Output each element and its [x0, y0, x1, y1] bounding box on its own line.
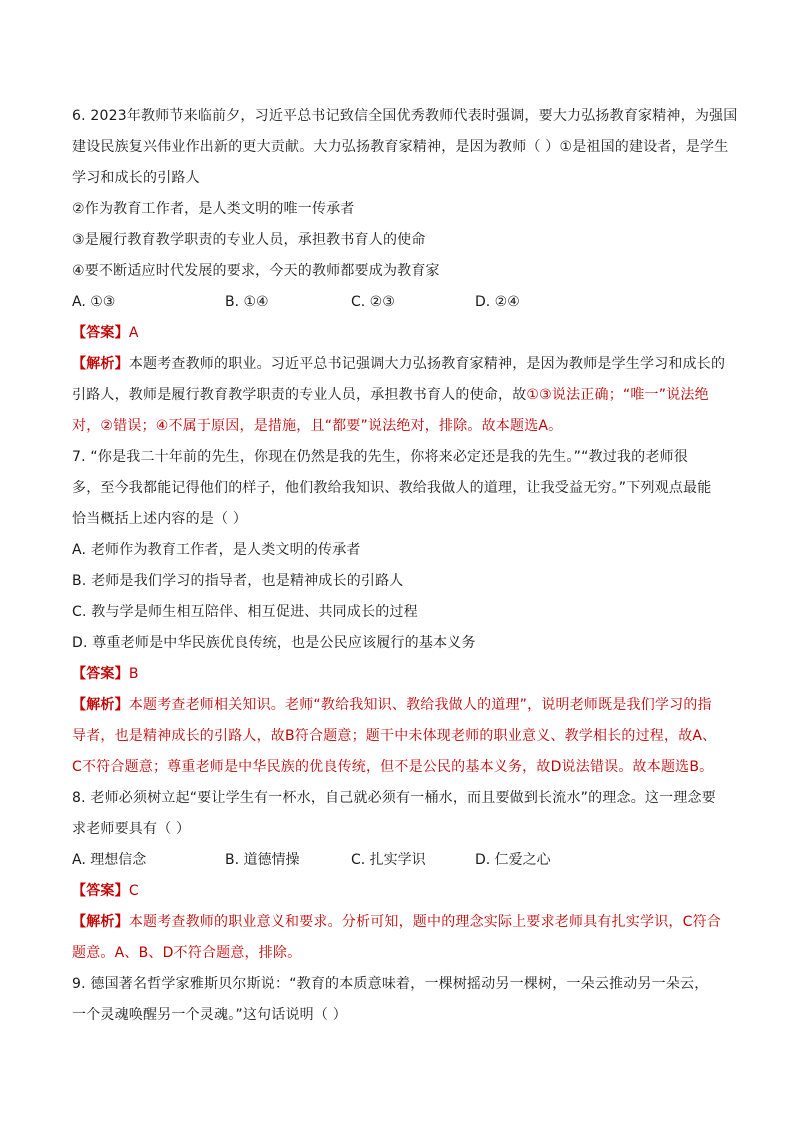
question-9	[72, 969, 722, 1031]
question-8-answer	[72, 876, 722, 907]
question-6-stem-line: 学习和成长的引路人	[72, 170, 200, 186]
question-6-statement-2: ②作为教育工作者，是人类文明的唯一传承者	[72, 201, 355, 217]
question-7-analysis-line: 导者，也是精神成长的引路人，故B符合题意；题干中未体现老师的职业意义、教学相长的过程，故A、	[72, 728, 717, 744]
question-7-stem-line: 7. “你是我二十年前的先生，你现在仍然是我的先生，你将来必定还是我的先生。”“教过我的老师很	[72, 449, 688, 465]
question-8-options	[72, 845, 722, 876]
answer-value: A	[128, 325, 139, 341]
option-d: D. 仁爱之心	[475, 852, 551, 868]
analysis-text: 本题考查教师的职业。习近平总书记强调大力弘扬教育家精神，是因为教师是学生学习和成长的	[128, 356, 726, 372]
answer-value: B	[128, 666, 139, 682]
analysis-label: 【解析】	[72, 356, 129, 372]
option-d: D. 尊重老师是中华民族优良传统，也是公民应该履行的基本义务	[72, 635, 476, 651]
analysis-label: 【解析】	[72, 914, 129, 930]
question-6-analysis-line: 对，②错误；④不属于原因，是措施，且“都要”说法绝对，排除。故本题选A。	[72, 418, 563, 434]
option-a: A. 老师作为教育工作者，是人类文明的传承者	[72, 542, 361, 558]
option-a: A. ①③	[72, 294, 116, 310]
option-c: C. ②③	[351, 294, 395, 310]
question-9-stem-line: 一个灵魂唤醒另一个灵魂。”这句话说明（ ）	[72, 1007, 347, 1023]
analysis-text: 本题考查老师相关知识。老师“教给我知识、教给我做人的道理”，说明老师既是我们学习的指	[128, 697, 712, 713]
question-6-options	[72, 287, 722, 318]
question-8-analysis-line: 题意。A、B、D不符合题意，排除。	[72, 945, 302, 961]
question-6-stem-line: 建设民族复兴伟业作出新的更大贡献。大力弘扬教育家精神，是因为教师（ ）①是祖国的建设者，是学生	[72, 139, 729, 155]
option-d: D. ②④	[475, 294, 520, 310]
question-7-analysis-line	[72, 690, 722, 721]
question-7-answer	[72, 659, 722, 690]
answer-label: 【答案】	[72, 666, 129, 682]
question-8	[72, 783, 722, 969]
question-6-analysis-line	[72, 380, 722, 411]
analysis-label: 【解析】	[72, 697, 129, 713]
question-7-stem-line: 多，至今我都能记得他们的样子，他们教给我知识、教给我做人的道理，让我受益无穷。”下列观点最能	[72, 480, 712, 496]
question-6-statement-4: ④要不断适应时代发展的要求，今天的教师都要成为教育家	[72, 263, 440, 279]
question-8-analysis-line	[72, 907, 722, 938]
question-9-stem-line: 9. 德国著名哲学家雅斯贝尔斯说：“教育的本质意味着，一棵树摇动另一棵树，一朵云推动另一朵云，	[72, 976, 709, 992]
option-a: A. 理想信念	[72, 852, 147, 868]
option-b: B. 老师是我们学习的指导者，也是精神成长的引路人	[72, 573, 404, 589]
analysis-text: 本题考查教师的职业意义和要求。分析可知，题中的理念实际上要求老师具有扎实学识，C符合	[128, 914, 721, 930]
question-8-stem-line: 求老师要具有（ ）	[72, 821, 191, 837]
question-6-statement-3: ③是履行教育教学职责的专业人员，承担教书育人的使命	[72, 232, 426, 248]
answer-label: 【答案】	[72, 325, 129, 341]
question-6	[72, 101, 738, 442]
option-c: C. 教与学是师生相互陪伴、相互促进、共同成长的过程	[72, 604, 418, 620]
question-6-analysis-line	[72, 349, 726, 380]
question-6-stem-line: 6. 2023年教师节来临前夕，习近平总书记致信全国优秀教师代表时强调，要大力弘扬教育家精神，为强国	[72, 108, 738, 124]
option-b: B. ①④	[225, 294, 269, 310]
question-7-stem-line: 恰当概括上述内容的是（ ）	[72, 511, 248, 527]
question-8-stem-line: 8. 老师必须树立起“要让学生有一杯水，自己就必须有一桶水，而且要做到长流水”的理念。这一理念要	[72, 790, 716, 806]
answer-label: 【答案】	[72, 883, 129, 899]
option-b: B. 道德情操	[225, 852, 300, 868]
answer-value: C	[128, 883, 139, 899]
question-6-answer	[72, 318, 722, 349]
document-page	[72, 101, 738, 1031]
question-7-analysis-line: C不符合题意；尊重老师是中华民族的优良传统，但不是公民的基本义务，故D说法错误。故本题选B。	[72, 759, 714, 775]
question-7	[72, 442, 722, 783]
analysis-text-highlight: ①③说法正确；“唯一”说法绝	[526, 387, 709, 403]
option-c: C. 扎实学识	[351, 852, 426, 868]
analysis-text: 引路人，教师是履行教育教学职责的专业人员，承担教书育人的使命，故	[72, 387, 527, 403]
